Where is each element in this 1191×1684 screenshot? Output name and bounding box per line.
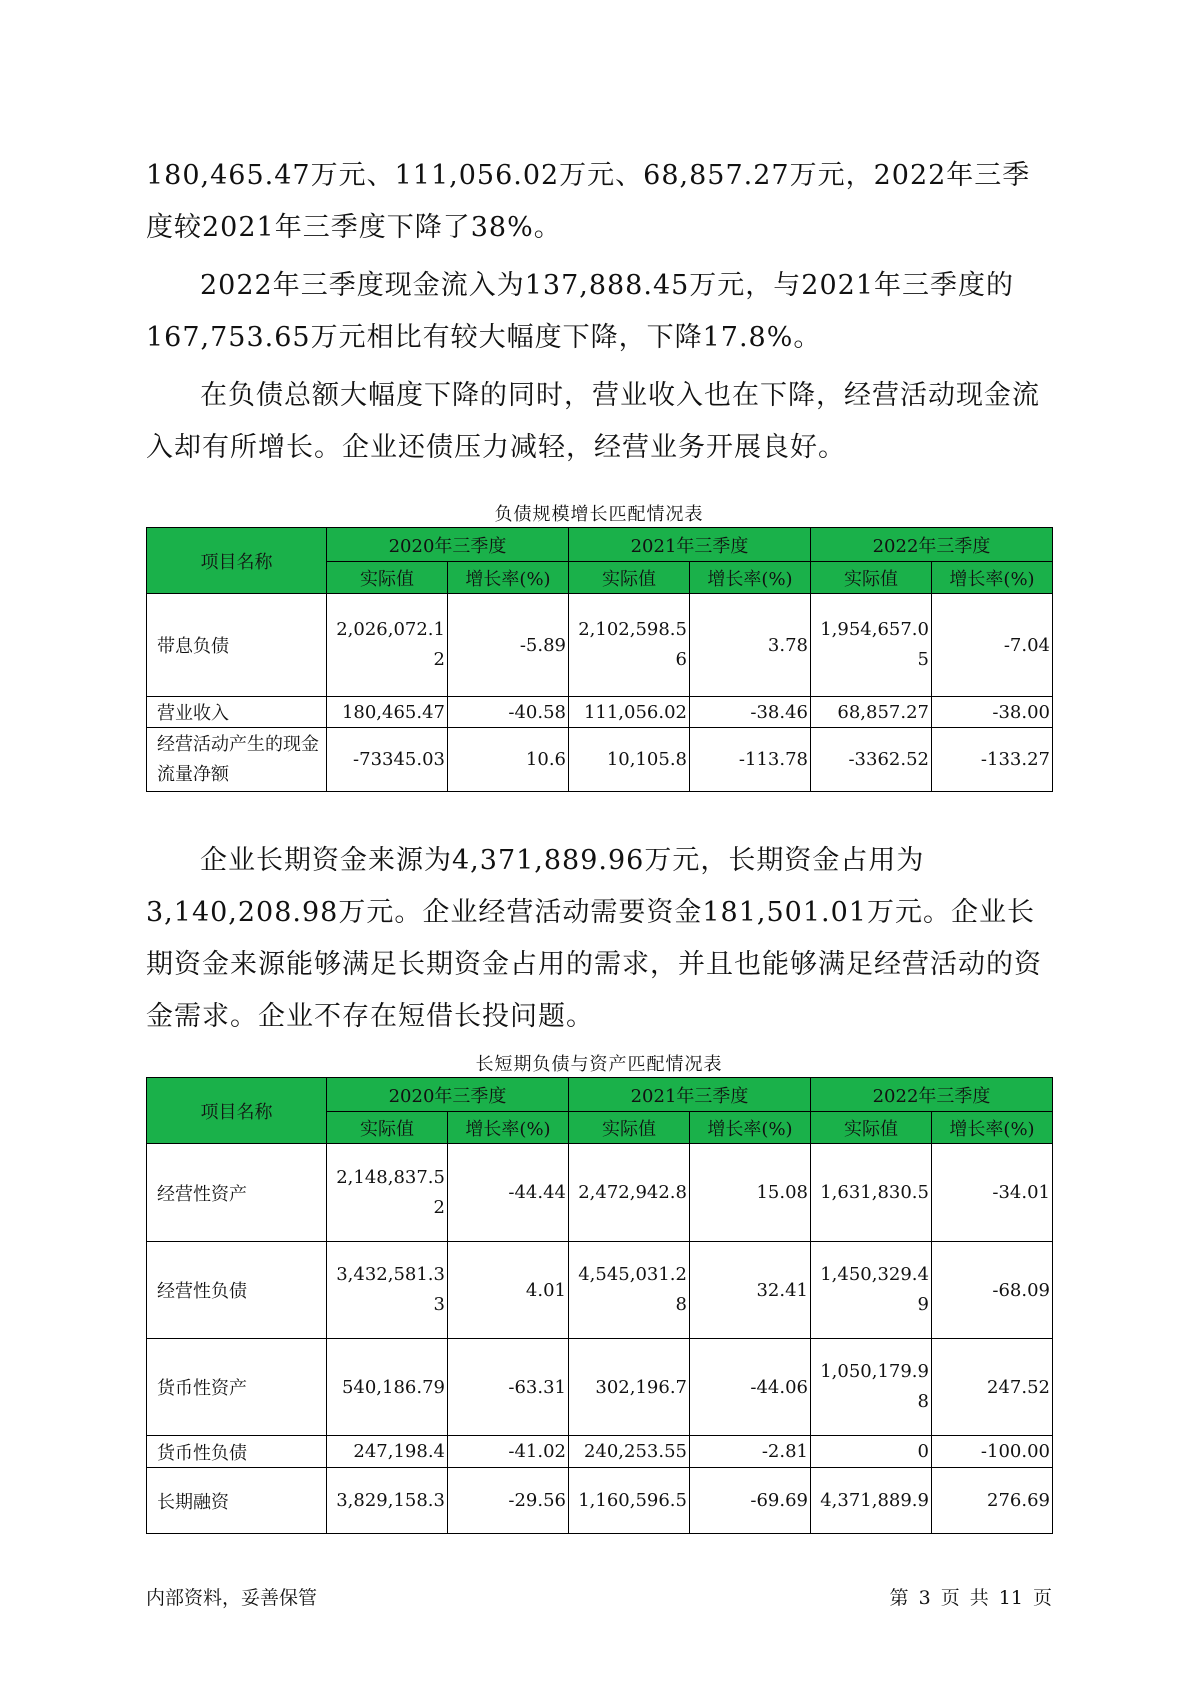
- row-label: 营业收入: [147, 697, 327, 728]
- table-cell: -63.31: [448, 1339, 569, 1436]
- row-label: 长期融资: [147, 1468, 327, 1534]
- table-cell: -41.02: [448, 1436, 569, 1468]
- table-cell: -7.04: [932, 594, 1053, 697]
- table-debt-scale: [146, 527, 1053, 792]
- table-cell: 1,954,657.05: [811, 594, 932, 697]
- paragraph-3: 在负债总额大幅度下降的同时，营业收入也在下降，经营活动现金流入却有所增长。企业还债压力减轻，经营业务开展良好。: [146, 380, 1040, 463]
- table-cell: 3.78: [690, 594, 811, 697]
- table-cell: 0: [811, 1436, 932, 1468]
- table-cell: 4.01: [448, 1242, 569, 1339]
- subheader-actual: 实际值: [811, 562, 932, 594]
- footer-page-number: 第 3 页 共 11 页: [889, 1587, 1052, 1609]
- row-label: 经营性负债: [147, 1242, 327, 1339]
- table-cell: -38.46: [690, 697, 811, 728]
- table-cell: -38.00: [932, 697, 1053, 728]
- table-row: [147, 1339, 1053, 1436]
- table-cell: -73345.03: [327, 728, 448, 792]
- paragraph-2: 2022年三季度现金流入为137,888.45万元，与2021年三季度的167,753.65万元相比有较大幅度下降，下降17.8%。: [146, 270, 1015, 353]
- header-item-name: 项目名称: [147, 528, 327, 594]
- header-period: 2021年三季度: [569, 1078, 811, 1112]
- table-cell: 276.69: [932, 1468, 1053, 1534]
- table-cell: 10,105.8: [569, 728, 690, 792]
- row-label: 货币性资产: [147, 1339, 327, 1436]
- table-cell: -2.81: [690, 1436, 811, 1468]
- table-cell: 3,829,158.3: [327, 1468, 448, 1534]
- table-cell: 1,050,179.98: [811, 1339, 932, 1436]
- table-cell: 2,102,598.56: [569, 594, 690, 697]
- table-row: [147, 1242, 1053, 1339]
- table-cell: 302,196.7: [569, 1339, 690, 1436]
- table-cell: 1,631,830.5: [811, 1144, 932, 1242]
- subheader-growth: 增长率(%): [690, 562, 811, 594]
- table-row: [147, 1436, 1053, 1468]
- table-row: [147, 1468, 1053, 1534]
- table-cell: -44.44: [448, 1144, 569, 1242]
- table-row: [147, 728, 1053, 792]
- subheader-actual: 实际值: [569, 1112, 690, 1144]
- paragraph-4: 企业长期资金来源为4,371,889.96万元，长期资金占用为3,140,208.98万元。企业经营活动需要资金181,501.01万元。企业长期资金来源能够满足长期资金占用的需求，并且也能够满足经营活动的资金需求。企业不存在短借长投问题。: [146, 845, 1042, 1032]
- table-cell: 2,472,942.8: [569, 1144, 690, 1242]
- row-label: 经营活动产生的现金流量净额: [147, 728, 327, 792]
- table-cell: 1,160,596.5: [569, 1468, 690, 1534]
- table-cell: 240,253.55: [569, 1436, 690, 1468]
- row-label: 带息负债: [147, 594, 327, 697]
- subheader-growth: 增长率(%): [932, 1112, 1053, 1144]
- table-cell: -3362.52: [811, 728, 932, 792]
- table-cell: -133.27: [932, 728, 1053, 792]
- footer-confidential-note: 内部资料，妥善保管: [146, 1587, 318, 1609]
- table-cell: -69.69: [690, 1468, 811, 1534]
- table-cell: -40.58: [448, 697, 569, 728]
- table-cell: 15.08: [690, 1144, 811, 1242]
- table-cell: 180,465.47: [327, 697, 448, 728]
- header-period: 2020年三季度: [327, 1078, 569, 1112]
- header-period: 2022年三季度: [811, 528, 1053, 562]
- table-cell: -113.78: [690, 728, 811, 792]
- header-period: 2020年三季度: [327, 528, 569, 562]
- table-row: [147, 1144, 1053, 1242]
- table-cell: 247,198.4: [327, 1436, 448, 1468]
- table-cell: 10.6: [448, 728, 569, 792]
- table1-caption: 负债规模增长匹配情况表: [494, 504, 704, 525]
- table-cell: -34.01: [932, 1144, 1053, 1242]
- table-cell: 1,450,329.49: [811, 1242, 932, 1339]
- paragraph-1: 180,465.47万元、111,056.02万元、68,857.27万元，2022年三季度较2021年三季度下降了38%。: [146, 160, 1031, 243]
- header-period: 2022年三季度: [811, 1078, 1053, 1112]
- table-cell: 32.41: [690, 1242, 811, 1339]
- table2-caption: 长短期负债与资产匹配情况表: [475, 1054, 723, 1075]
- table-cell: -44.06: [690, 1339, 811, 1436]
- header-period: 2021年三季度: [569, 528, 811, 562]
- table-cell: -29.56: [448, 1468, 569, 1534]
- table-cell: 4,371,889.9: [811, 1468, 932, 1534]
- subheader-growth: 增长率(%): [448, 1112, 569, 1144]
- row-label: 经营性资产: [147, 1144, 327, 1242]
- subheader-actual: 实际值: [811, 1112, 932, 1144]
- subheader-actual: 实际值: [327, 1112, 448, 1144]
- subheader-growth: 增长率(%): [690, 1112, 811, 1144]
- subheader-growth: 增长率(%): [932, 562, 1053, 594]
- row-label: 货币性负债: [147, 1436, 327, 1468]
- table-cell: 2,026,072.12: [327, 594, 448, 697]
- table-liability-asset-match: [146, 1077, 1053, 1534]
- subheader-actual: 实际值: [569, 562, 690, 594]
- table-cell: 3,432,581.33: [327, 1242, 448, 1339]
- table-cell: 4,545,031.28: [569, 1242, 690, 1339]
- table-cell: -68.09: [932, 1242, 1053, 1339]
- table-cell: -100.00: [932, 1436, 1053, 1468]
- table-cell: -5.89: [448, 594, 569, 697]
- table-cell: 111,056.02: [569, 697, 690, 728]
- table-cell: 540,186.79: [327, 1339, 448, 1436]
- table-cell: 2,148,837.52: [327, 1144, 448, 1242]
- subheader-growth: 增长率(%): [448, 562, 569, 594]
- table-row: [147, 594, 1053, 697]
- header-item-name: 项目名称: [147, 1078, 327, 1144]
- table-row: [147, 697, 1053, 728]
- table-cell: 68,857.27: [811, 697, 932, 728]
- table-cell: 247.52: [932, 1339, 1053, 1436]
- subheader-actual: 实际值: [327, 562, 448, 594]
